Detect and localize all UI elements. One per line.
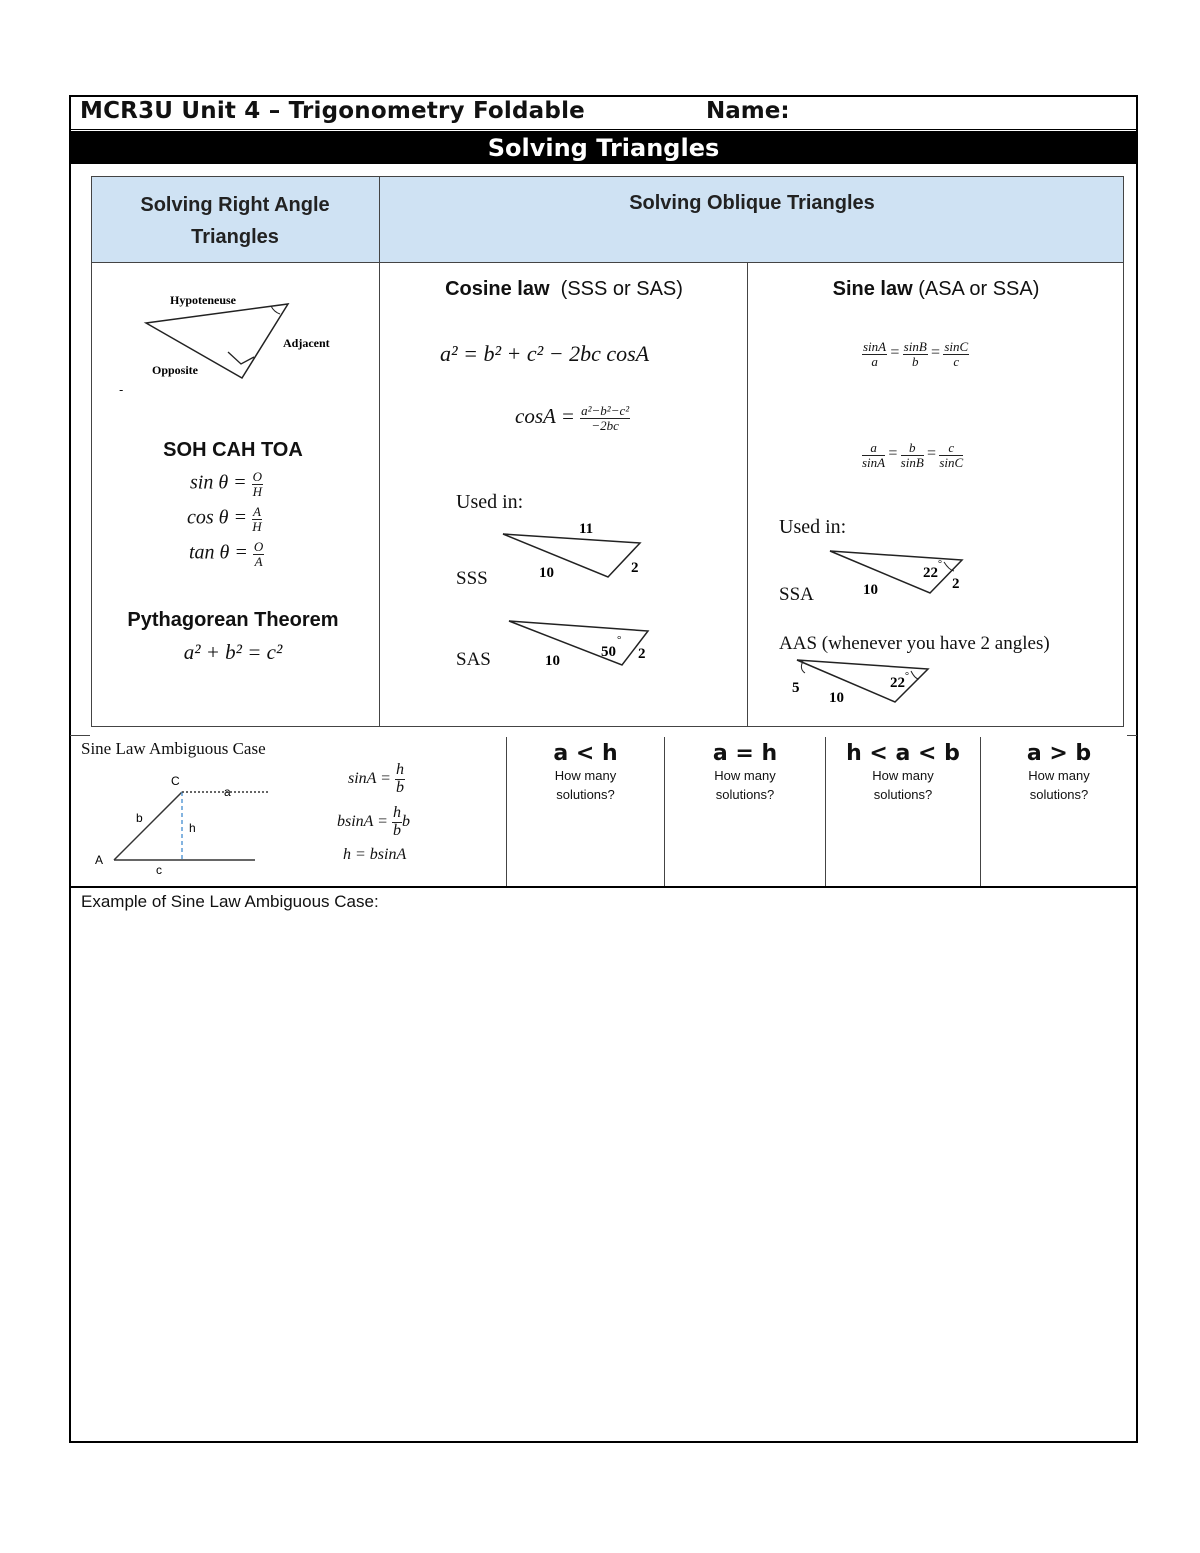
equals-sign: =	[890, 344, 900, 362]
pythagorean-formula: a² + b² = c²	[183, 640, 283, 664]
bsinA-eq-numerator: h	[392, 804, 401, 821]
opposite-label: Opposite	[152, 363, 199, 377]
ssa-degree-mark: °	[938, 559, 942, 570]
bsinA-eq-fraction	[392, 805, 402, 840]
ratio2-fraction-b	[901, 441, 924, 469]
ratio1-numerator: sinB	[903, 339, 927, 354]
ratio2-denominator: sinA	[862, 454, 886, 470]
bsinA-eq-left: bsinA =	[337, 812, 388, 830]
sss-side-11: 11	[579, 521, 594, 537]
aas-triangle-diagram	[785, 655, 935, 710]
cos-numerator: A	[252, 504, 261, 519]
worksheet-title: MCR3U Unit 4 – Trigonometry Foldable	[80, 98, 585, 124]
vertex-A-label: A	[95, 853, 104, 867]
cos-label: cos θ =	[187, 506, 247, 529]
column-divider	[379, 177, 380, 726]
sine-law-bold: Sine law	[832, 278, 913, 300]
bsinA-equation	[337, 805, 410, 840]
cosine-law-formula: a² = b² + c² − 2bc cosA	[440, 341, 650, 366]
cos-denominator: H	[252, 518, 262, 534]
cosine-law-bold: Cosine law	[445, 278, 550, 300]
oblique-triangles-header: Solving Oblique Triangles	[629, 192, 875, 214]
sine-law-cases: (ASA or SSA)	[918, 278, 1040, 300]
sin-label: sin θ =	[190, 471, 247, 494]
example-divider	[70, 886, 1137, 888]
cosA-numerator: a²−b²−c²	[581, 403, 630, 419]
sin-fraction	[252, 470, 263, 498]
ratio1-denominator: c	[953, 353, 960, 369]
tan-fraction	[253, 540, 264, 568]
cosine-used-in-label: Used in:	[456, 491, 524, 513]
ssa-triangle-diagram	[820, 540, 980, 605]
sin-denominator: H	[252, 483, 263, 499]
equals-sign: =	[927, 445, 937, 463]
aas-side-5: 5	[792, 680, 800, 696]
side-a-label: a	[224, 785, 231, 799]
tan-denominator: A	[254, 553, 263, 569]
aas-degree-mark: °	[905, 671, 909, 682]
sas-side-2: 2	[638, 646, 646, 662]
case-heading: h < a < b	[846, 741, 960, 766]
cosine-law-cases: (SSS or SAS)	[560, 278, 683, 300]
tan-ratio	[189, 540, 264, 568]
sinA-eq-fraction	[395, 762, 405, 797]
equals-sign: =	[888, 445, 898, 463]
h-equation: h = bsinA	[343, 846, 407, 863]
case-question-line2: solutions?	[556, 787, 615, 802]
case-heading: a < h	[553, 741, 618, 766]
case-a-equals-h	[665, 741, 825, 804]
pythagorean-title: Pythagorean Theorem	[127, 609, 339, 631]
sin-numerator: O	[252, 469, 263, 484]
sinA-equation	[348, 762, 405, 797]
example-answer-area[interactable]	[72, 920, 1135, 1440]
sas-degree-mark: °	[617, 634, 622, 646]
sas-angle-50: 50	[601, 644, 616, 660]
ssa-side-10: 10	[863, 582, 878, 598]
tan-label: tan θ =	[189, 541, 248, 564]
aas-angle-22: 22	[890, 675, 905, 691]
case-a-greater-than-b	[981, 741, 1137, 804]
case-question-line2: solutions?	[715, 787, 775, 802]
sinA-eq-denominator: b	[395, 778, 404, 796]
adjacent-label: Adjacent	[283, 336, 330, 350]
ssa-side-2: 2	[952, 576, 960, 592]
sin-ratio	[190, 470, 263, 498]
case-question-line1: How many	[554, 768, 617, 783]
right-triangle-diagram	[140, 290, 350, 390]
section-divider	[1127, 735, 1137, 736]
ambiguous-case-diagram	[90, 768, 290, 880]
case-question-line1: How many	[872, 768, 934, 783]
header-divider	[70, 129, 1137, 130]
ratio2-fraction-a	[862, 441, 885, 469]
sinA-eq-numerator: h	[395, 761, 404, 778]
case-h-less-a-less-b	[826, 741, 980, 804]
case-heading: a = h	[712, 741, 778, 766]
column-divider	[747, 263, 748, 726]
ratio1-fraction-b	[903, 340, 928, 368]
bsinA-eq-right: b	[401, 812, 410, 830]
sss-side-10: 10	[539, 565, 554, 581]
dash-mark: -	[119, 383, 124, 397]
section-banner: Solving Triangles	[70, 131, 1137, 164]
ratio1-denominator: a	[871, 353, 878, 369]
ratio1-numerator: sinA	[863, 339, 887, 354]
case-question-line1: How many	[1028, 768, 1090, 783]
ambiguous-case-title: Sine Law Ambiguous Case	[81, 739, 266, 758]
right-triangles-header: Solving Right Angle Triangles	[140, 194, 330, 248]
sss-label: SSS	[456, 568, 488, 589]
sinA-eq-left: sinA =	[348, 769, 391, 787]
ratio1-fraction-c	[943, 340, 969, 368]
cos-ratio	[187, 505, 262, 533]
name-label: Name:	[706, 98, 790, 124]
aas-label: AAS (whenever you have 2 angles)	[779, 633, 1050, 654]
ratio2-denominator: sinC	[939, 454, 964, 470]
cosA-formula	[515, 404, 630, 432]
cosA-fraction	[580, 404, 630, 432]
sas-side-10: 10	[545, 653, 560, 669]
side-b-label: b	[136, 811, 143, 825]
soh-cah-toa-title: SOH CAH TOA	[163, 439, 303, 461]
ssa-angle-22: 22	[923, 565, 938, 581]
cosA-label: cosA =	[515, 404, 575, 428]
sas-label: SAS	[456, 649, 491, 670]
equals-sign: =	[931, 344, 941, 362]
aas-side-10: 10	[829, 690, 844, 706]
cos-fraction	[252, 505, 262, 533]
hypotenuse-label: Hypoteneuse	[170, 293, 236, 307]
case-question-line2: solutions?	[873, 787, 933, 802]
ratio2-denominator: sinB	[900, 454, 924, 470]
bsinA-eq-denominator: b	[392, 821, 401, 839]
sine-law-ratio-2	[862, 441, 963, 469]
cosA-denominator: −2bc	[591, 417, 619, 433]
sine-law-title	[749, 278, 1123, 301]
ratio1-fraction-a	[862, 340, 887, 368]
case-heading: a > b	[1026, 741, 1092, 766]
ssa-label: SSA	[779, 584, 814, 605]
ratio2-numerator: a	[862, 441, 885, 456]
example-label: Example of Sine Law Ambiguous Case:	[81, 892, 379, 911]
case-question-line1: How many	[714, 768, 776, 783]
height-h-label: h	[189, 821, 196, 835]
sine-law-ratio-1	[862, 340, 969, 368]
ratio2-fraction-c	[939, 441, 963, 469]
case-question-line2: solutions?	[1029, 787, 1089, 802]
sine-used-in-label: Used in:	[779, 516, 847, 538]
ratio1-numerator: sinC	[944, 339, 969, 354]
side-c-label: c	[156, 863, 162, 877]
ratio2-numerator: b	[901, 441, 924, 456]
cosine-law-title	[382, 278, 746, 301]
vertex-C-label: C	[171, 774, 180, 788]
ratio1-denominator: b	[911, 353, 919, 369]
section-divider	[70, 735, 90, 736]
sss-side-2: 2	[631, 560, 639, 576]
case-a-less-than-h	[507, 741, 664, 804]
tan-numerator: O	[253, 539, 264, 554]
ratio2-numerator: c	[939, 441, 963, 456]
